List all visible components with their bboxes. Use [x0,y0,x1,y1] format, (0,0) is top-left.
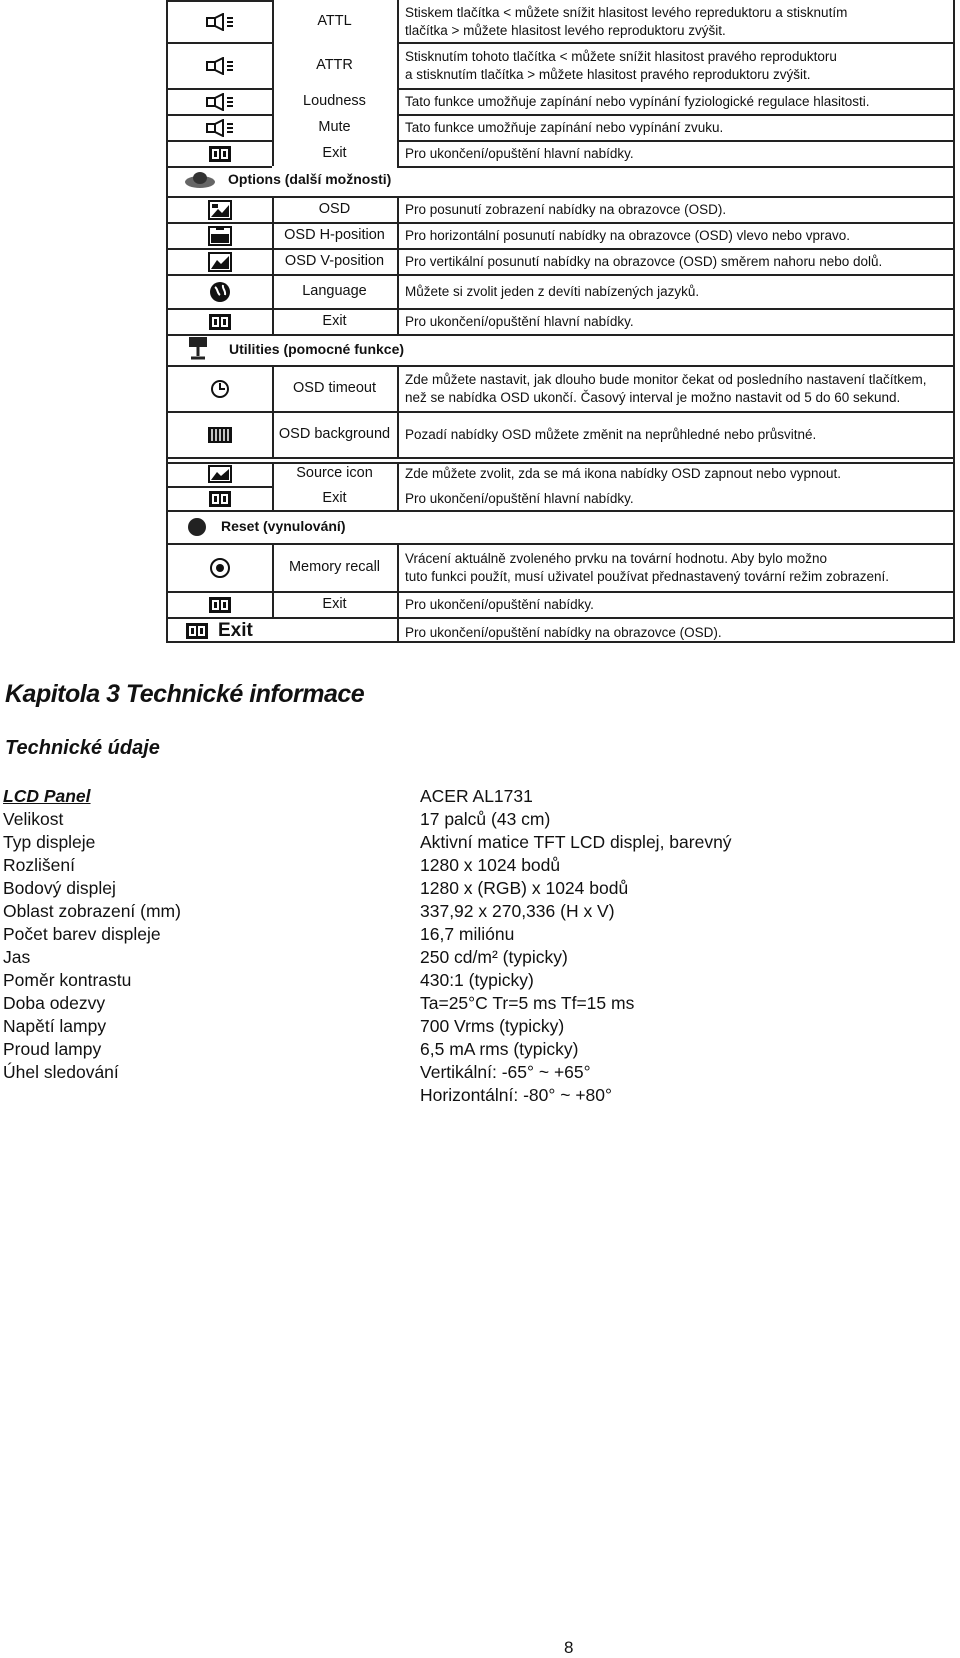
spec-value: 17 palců (43 cm) [420,809,551,829]
spec-label: Proud lampy [3,1039,102,1059]
table-rule [397,462,399,510]
recall-icon [168,545,272,591]
function-description: Můžete si zvolit jeden z devíti nabízených jazyků. [405,284,700,299]
function-description: Pro ukončení/opuštění nabídky. [405,597,594,612]
osd-v-icon [168,250,272,274]
spec-label: Úhel sledování [3,1062,119,1082]
table-rule [166,196,955,198]
exit-icon [168,488,272,510]
table-rule [166,114,272,116]
speaker-icon [168,44,272,88]
function-name: OSD H-position [284,227,385,243]
spec-value: 16,7 miliónu [420,924,515,944]
function-name: Exit [322,490,347,506]
function-description: Pro ukončení/opuštění hlavní nabídky. [405,314,634,329]
table-rule [166,486,272,488]
table-rule [397,365,399,457]
spec-value: 1280 x (RGB) x 1024 bodů [420,878,629,898]
spec-label: Jas [3,947,31,967]
spec-value: Vertikální: -65° ~ +65° [420,1062,591,1082]
source-icon [168,464,272,484]
table-rule [397,617,399,643]
spec-label: Velikost [3,809,64,829]
spec-label: Poměr kontrastu [3,970,132,990]
spec-label: Rozlišení [3,855,75,875]
spec-value: 1280 x 1024 bodů [420,855,561,875]
osd-h-icon [168,224,272,248]
section-reset: Reset (vynulování) [221,518,346,534]
function-name: Exit [322,145,347,161]
spec-label: Typ displeje [3,832,96,852]
table-rule [166,274,955,276]
table-rule [397,0,399,166]
function-name: OSD background [278,426,391,442]
function-description: Pro vertikální posunutí nabídky na obrazovce (OSD) směrem nahoru nebo dolů. [405,254,883,269]
table-rule [397,42,955,44]
table-rule [166,248,955,250]
options-icon [180,168,220,192]
function-name: Source icon [296,465,373,481]
function-description: Pro ukončení/opuštění hlavní nabídky. [405,491,634,506]
table-rule [166,543,955,545]
function-description: tlačítka > můžete hlasitost levého reproduktoru zvýšit. [405,23,726,38]
spec-label: Doba odezvy [3,993,106,1013]
spec-value: Aktivní matice TFT LCD displej, barevný [420,832,732,852]
function-name: Mute [318,119,351,135]
table-rule [272,543,274,617]
table-rule [166,365,955,367]
utilities-icon [180,334,216,362]
spec-value: Horizontální: -80° ~ +80° [420,1085,613,1105]
function-description: a stisknutím tlačítka > můžete hlasitost pravého reproduktoru zvýšit. [405,67,811,82]
table-rule [397,543,399,617]
spec-label: Bodový displej [3,878,116,898]
speaker-icon [168,90,272,114]
table-rule [397,196,399,334]
spec-value: Ta=25°C Tr=5 ms Tf=15 ms [420,993,635,1013]
function-name: ATTL [317,13,352,29]
table-rule [397,166,955,168]
function-name: Loudness [303,93,366,109]
function-description: Pozadí nabídky OSD můžete změnit na neprůhledné nebo průsvitné. [405,427,817,442]
table-rule [166,462,955,464]
reset-icon [182,514,212,540]
table-rule [166,42,272,44]
function-name: ATTR [316,57,353,73]
table-rule [272,462,274,510]
table-rule [397,114,955,116]
chapter-title: Kapitola 3 Technické informace [5,680,365,708]
spec-value: 6,5 mA rms (typicky) [420,1039,579,1059]
osd-icon [168,198,272,222]
function-description: Zde můžete zvolit, zda se má ikona nabídky OSD zapnout nebo vypnout. [405,466,841,481]
table-rule [272,196,274,334]
table-rule [397,140,955,142]
spec-heading: LCD Panel [3,786,91,806]
function-description: Vrácení aktuálně zvoleného prvku na tovární hodnotu. Aby bylo možno [405,551,828,566]
table-rule [166,140,272,142]
spec-value: 700 Vrms (typicky) [420,1016,565,1036]
function-description: než se nabídka OSD ukončí. Časový interval je možno nastavit od 5 do 60 sekund. [405,390,901,405]
function-description: Pro ukončení/opuštění hlavní nabídky. [405,146,634,161]
table-rule [166,457,955,459]
function-name: Memory recall [288,559,381,575]
exit-icon [168,310,272,334]
function-name: Language [302,283,367,299]
speaker-icon [168,2,272,42]
table-rule [272,365,274,457]
table-rule [166,334,955,336]
spec-value: ACER AL1731 [420,786,533,806]
table-rule [166,308,955,310]
final-exit-label: Exit [218,620,253,641]
table-rule [166,88,272,90]
clock-icon [168,367,272,411]
section-utilities: Utilities (pomocné funkce) [229,341,405,357]
function-name: OSD timeout [293,380,376,396]
function-description: tuto funkci použít, musí uživatel používat přednastavený tovární režim zobrazení. [405,569,889,584]
function-name: OSD V-position [284,253,385,269]
exit-icon [184,620,210,642]
spec-label: Počet barev displeje [3,924,161,944]
table-rule [397,88,955,90]
spec-value: 250 cd/m² (typicky) [420,947,568,967]
speaker-icon [168,116,272,140]
globe-icon [168,276,272,308]
spec-value: 337,92 x 270,336 (H x V) [420,901,615,921]
exit-icon [168,593,272,617]
exit-icon [168,142,272,166]
function-description: Tato funkce umožňuje zapínání nebo vypínání zvuku. [405,120,724,135]
function-description: Pro horizontální posunutí nabídky na obrazovce (OSD) vlevo nebo vpravo. [405,228,850,243]
table-rule [166,222,955,224]
function-name: OSD [318,201,351,217]
table-rule [272,0,274,166]
spec-label: Napětí lampy [3,1016,107,1036]
function-description: Stiskem tlačítka < můžete snížit hlasitost levého repreduktoru a stisknutím [405,5,848,20]
spec-label: Oblast zobrazení (mm) [3,901,181,921]
background-icon [168,413,272,457]
function-description: Pro posunutí zobrazení nabídky na obrazovce (OSD). [405,202,727,217]
table-rule [166,510,955,512]
function-name: Exit [322,596,347,612]
function-description: Pro ukončení/opuštění nabídky na obrazovce (OSD). [405,625,722,640]
section-options: Options (další možnosti) [228,171,392,187]
spec-value: 430:1 (typicky) [420,970,534,990]
table-rule [166,0,272,2]
page-number: 8 [564,1638,574,1657]
function-description: Zde můžete nastavit, jak dlouho bude monitor čekat od posledního nastavení tlačítkem, [405,372,927,387]
section-title: Technické údaje [5,737,160,759]
function-description: Stisknutím tohoto tlačítka < můžete snížit hlasitost pravého reproduktoru [405,49,837,64]
table-rule [166,411,955,413]
table-rule [166,591,955,593]
table-rule [166,617,955,619]
function-name: Exit [322,313,347,329]
function-description: Tato funkce umožňuje zapínání nebo vypínání fyziologické regulace hlasitosti. [405,94,870,109]
